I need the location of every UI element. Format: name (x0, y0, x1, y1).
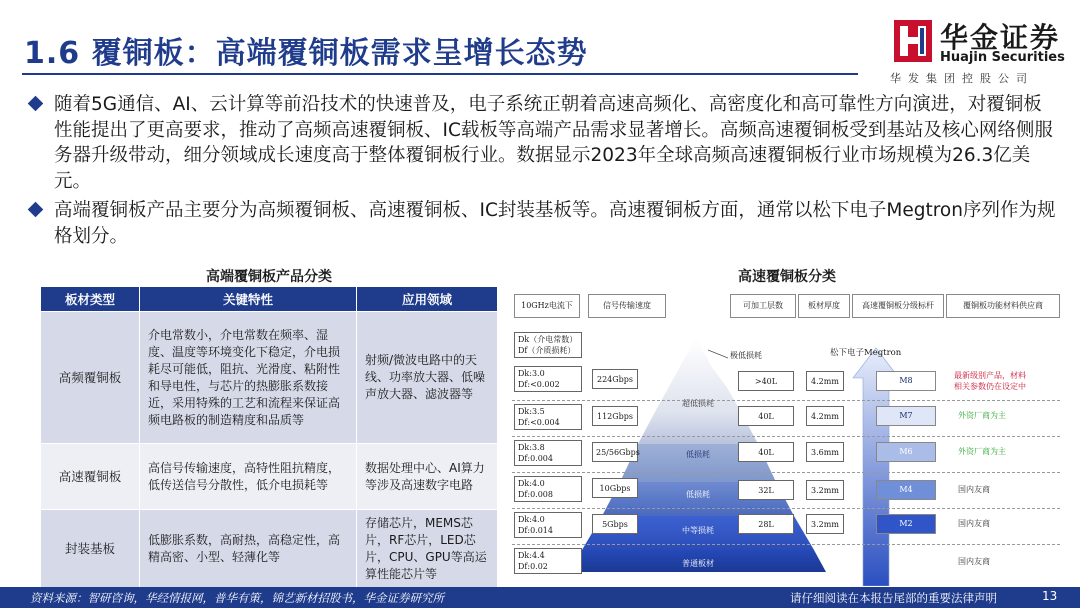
pyramid-tier-label: 普通板材 (682, 559, 714, 568)
pyramid-col-header: 10GHz电流下 (514, 294, 580, 318)
pyramid-tier-label: 低损耗 (686, 450, 710, 459)
callout-line (708, 350, 728, 358)
table-cell-type: 高速覆铜板 (41, 444, 140, 510)
thickness-cell: 3.2mm (806, 514, 844, 534)
pyramid-tier-label: 超低损耗 (682, 399, 714, 408)
speed-cell: 112Gbps (592, 406, 638, 426)
bullet-text: 高端覆铜板产品主要分为高频覆铜板、高速覆铜板、IC封装基板等。高速覆铜板方面，通常以松下电子Megtron序列作为规格划分。 (54, 200, 1056, 247)
thickness-cell: 3.2mm (806, 480, 844, 500)
logo-subtitle: 华发集团控股公司 (890, 72, 1034, 85)
pyramid-tier-label: 低损耗 (686, 490, 710, 499)
row-divider (512, 436, 1060, 437)
page-title: 1.6 覆铜板：高端覆铜板需求呈增长态势 (24, 36, 588, 71)
row-divider (512, 400, 1060, 401)
megtron-grade: M7 (876, 406, 936, 426)
pyramid-col-header: 信号传输速度 (588, 294, 666, 318)
diamond-bullet-icon (28, 202, 44, 218)
table-row (41, 312, 498, 444)
bullet-list (30, 92, 1060, 253)
table-cell-apps: 存储芯片，MEMS芯片，RF芯片，LED芯片，CPU、GPU等高运算性能芯片等 (357, 510, 498, 588)
dk-df-cell: Dk:3.0 Df:<0.002 (514, 366, 582, 392)
table-header: 关键特性 (140, 287, 357, 312)
table-cell-apps: 射频/微波电路中的天线、功率放大器、低噪声放大器、滤波器等 (357, 312, 498, 444)
layers-cell: 32L (738, 480, 794, 500)
table-header: 板材类型 (41, 287, 140, 312)
pyramid-figure (508, 286, 1066, 586)
layers-cell: >40L (738, 371, 794, 391)
source-note: 资料来源：智研咨询，华经情报网，普华有策，锦艺新材招股书，华金证券研究所 (30, 591, 444, 605)
table-row (41, 510, 498, 588)
diamond-bullet-icon (28, 96, 44, 112)
speed-cell: 224Gbps (592, 369, 638, 389)
megtron-grade: M2 (876, 514, 936, 534)
row-divider (512, 472, 1060, 473)
supplier-note: 国内友商 (958, 519, 990, 528)
row-divider (512, 544, 1060, 545)
table-row (41, 444, 498, 510)
top-callout-label: 极低损耗 (730, 351, 762, 360)
supplier-note-1: 最新级别产品，材料 相关参数仍在设定中 (954, 371, 1026, 391)
thickness-cell: 4.2mm (806, 371, 844, 391)
table-cell-type: 高频覆铜板 (41, 312, 140, 444)
huajin-logo-icon (894, 20, 932, 62)
speed-cell: 10Gbps (592, 478, 638, 498)
legal-notice: 请仔细阅读在本报告尾部的重要法律声明 (790, 591, 997, 605)
row-divider (512, 508, 1060, 509)
table-cell-type: 封装基板 (41, 510, 140, 588)
logo-chinese-name: 华金证券 (940, 21, 1061, 54)
table-cell-features: 低膨胀系数，高耐热，高稳定性，高精高密、小型、轻薄化等 (140, 510, 357, 588)
bullet-item (30, 92, 1060, 194)
dk-df-legend: Dk（介电常数） Df（介质损耗） (514, 332, 582, 358)
logo-english-name: Huajin Securities (940, 50, 1065, 65)
supplier-note: 外资厂商为主 (958, 411, 1006, 420)
supplier-note: 外资厂商为主 (958, 447, 1006, 456)
dk-df-cell: Dk:4.0 Df:0.014 (514, 512, 582, 538)
page-number: 13 (1042, 589, 1058, 603)
table-cell-features: 介电常数小，介电常数在频率、湿度、温度等环境变化下稳定，介电损耗尽可能低，阻抗、光滑度、粘附性和导电性，与芯片的热膨胀系数接近，采用特殊的工艺和流程来保证高频电路板的制造精度和品质等 (140, 312, 357, 444)
dk-df-cell: Dk:3.8 Df:0.004 (514, 440, 582, 466)
megtron-label: 松下电子Megtron (830, 348, 902, 358)
speed-cell: 5Gbps (592, 514, 638, 534)
megtron-grade: M6 (876, 442, 936, 462)
pyramid-col-header: 高速覆铜板分级标杆 (852, 294, 944, 318)
title-divider (22, 73, 858, 75)
pyramid-col-header: 板材厚度 (798, 294, 850, 318)
dk-df-cell: Dk:3.5 Df:<0.004 (514, 404, 582, 430)
table-cell-apps: 数据处理中心、AI算力等涉及高速数字电路 (357, 444, 498, 510)
table-cell-features: 高信号传输速度，高特性阻抗精度，低传送信号分散性，低介电损耗等 (140, 444, 357, 510)
layers-cell: 28L (738, 514, 794, 534)
megtron-grade: M4 (876, 480, 936, 500)
layers-cell: 40L (738, 406, 794, 426)
dk-df-cell: Dk:4.0 Df:0.008 (514, 476, 582, 502)
bullet-item (30, 198, 1060, 249)
pyramid-col-header: 覆铜板功能材料供应商 (946, 294, 1060, 318)
layers-cell: 40L (738, 442, 794, 462)
product-classification-table (40, 286, 498, 588)
product-table-title: 高端覆铜板产品分类 (206, 269, 332, 285)
speed-cell: 25/56Gbps (592, 442, 638, 462)
supplier-note: 国内友商 (958, 485, 990, 494)
dk-df-cell: Dk:4.4 Df:0.02 (514, 548, 582, 574)
pyramid-figure-title: 高速覆铜板分类 (738, 269, 836, 285)
table-header: 应用领域 (357, 287, 498, 312)
bullet-text: 随着5G通信、AI、云计算等前沿技术的快速普及，电子系统正朝着高速高频化、高密度化和高可靠性方向演进，对覆铜板性能提出了更高要求，推动了高频高速覆铜板、IC载板等高端产品需求显著增长。高频高速覆铜板受到基站及核心网络侧服务器升级带动，细分领域成长速度高于整体覆铜板行业。数据显示2023年全球高频高速覆铜板行业市场规模为26.3亿美元。 (54, 94, 1053, 192)
megtron-grade: M8 (876, 371, 936, 391)
thickness-cell: 3.6mm (806, 442, 844, 462)
supplier-note: 国内友商 (958, 557, 990, 566)
thickness-cell: 4.2mm (806, 406, 844, 426)
pyramid-col-header: 可加工层数 (730, 294, 796, 318)
pyramid-tier-label: 中等损耗 (682, 526, 714, 535)
